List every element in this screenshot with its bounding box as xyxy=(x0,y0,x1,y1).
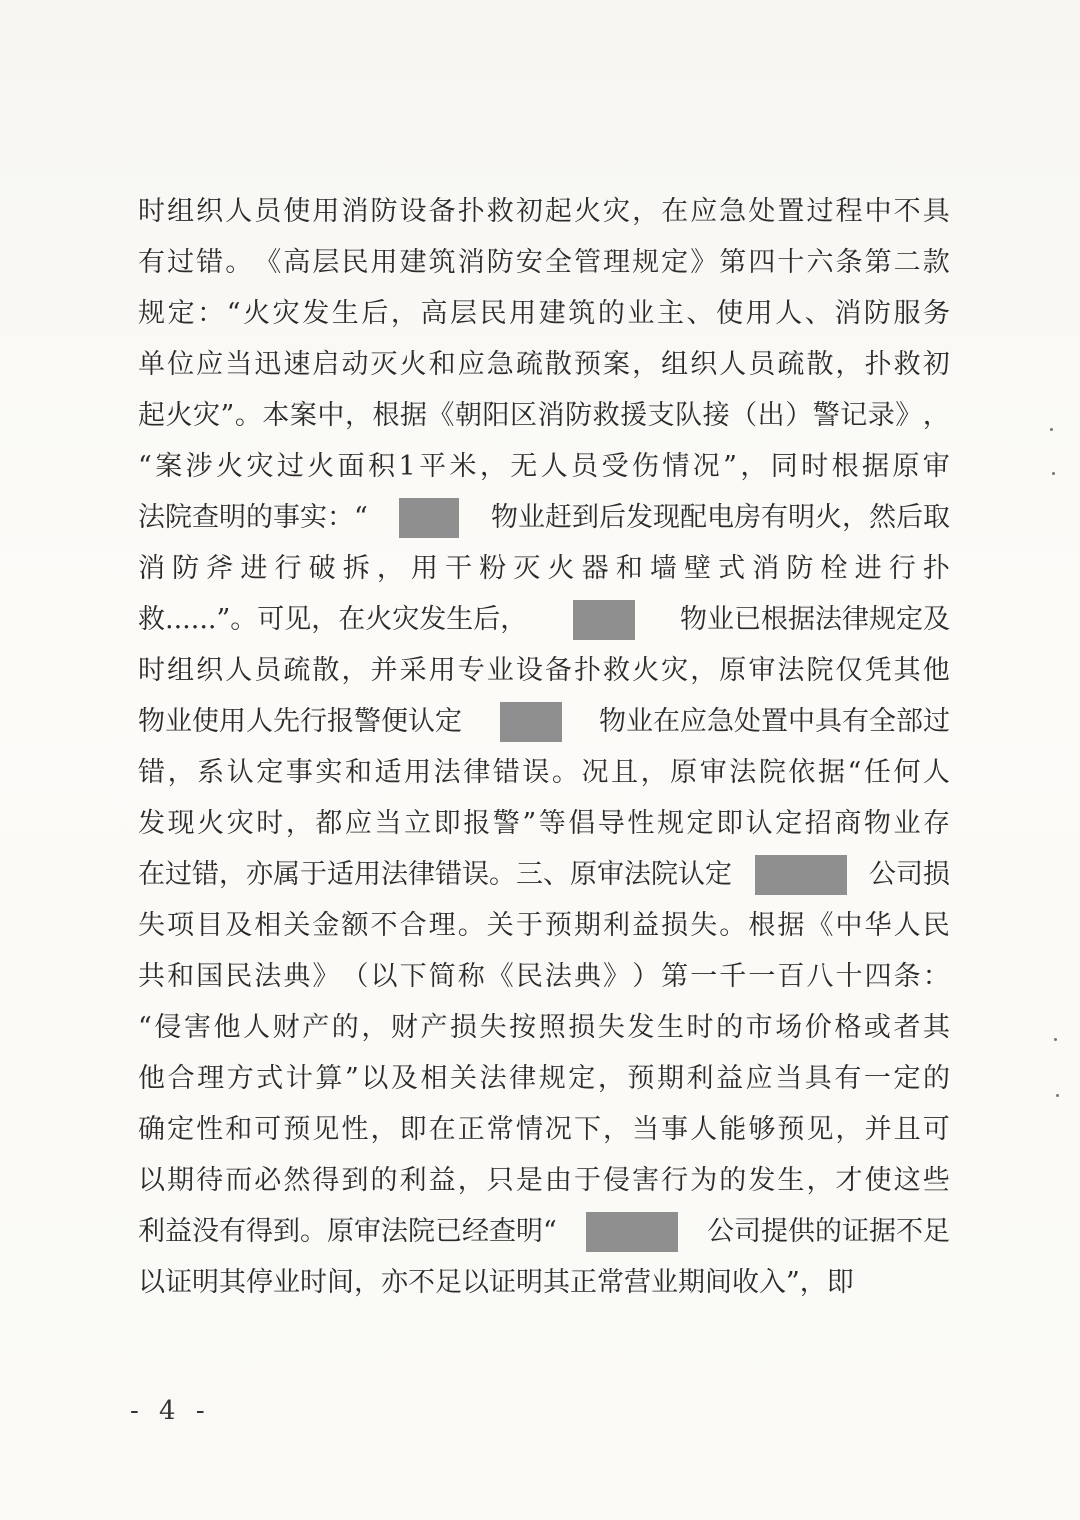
text-segment: 时 组 织 人 员 使 用 消 防 设 备 扑 救 初 起 火 灾 ， 在 应 急 处 置 过 程 中 不 具 xyxy=(138,196,950,227)
text-segment: 救......”。可见，在火灾发生后， xyxy=(138,604,528,635)
text-line xyxy=(138,1002,950,1053)
text-segment: 以证明其停业时间，亦不足以证明其正常营业期间收入”，即 xyxy=(138,1267,854,1298)
text-segment: 规 定 ： “ 火 灾 发 生 后 ， 高 层 民 用 建 筑 的 业 主 、 使 用 人 、 消 防 服 务 xyxy=(138,298,950,329)
text-segment: 在过错，亦属于适用法律错误。三、原审法院认定 xyxy=(138,859,732,890)
text-segment: 有 过 错 。 《 高 层 民 用 建 筑 消 防 安 全 管 理 规 定 》 第 四 十 六 条 第 二 款 xyxy=(138,247,950,278)
text-segment: 消 防 斧 进 行 破 拆 ， 用 干 粉 灭 火 器 和 墙 壁 式 消 防 栓 进 行 扑 xyxy=(138,553,950,584)
text-line xyxy=(138,1104,950,1155)
text-line xyxy=(138,900,950,951)
text-segment: 他 合 理 方 式 计 算 ” 以 及 相 关 法 律 规 定 ， 预 期 利 益 应 当 具 有 一 定 的 xyxy=(138,1063,950,1094)
page-number: - 4 - xyxy=(130,1396,211,1426)
redaction-box xyxy=(586,1212,678,1252)
redaction-box xyxy=(500,702,562,742)
scan-speck xyxy=(1054,1038,1057,1041)
scan-speck xyxy=(1052,472,1055,475)
text-line xyxy=(138,1206,950,1257)
text-line xyxy=(138,696,950,747)
document-body xyxy=(138,186,950,1308)
redaction-box xyxy=(399,498,459,538)
text-line xyxy=(138,390,950,441)
text-segment: 起 火 灾 ” 。 本 案 中 ， 根 据 《 朝 阳 区 消 防 救 援 支 队 接 （ 出 ） 警 记 录 》 ， xyxy=(138,400,950,431)
text-segment: 物业在应急处置中具有全部过 xyxy=(599,706,950,737)
text-line xyxy=(138,492,950,543)
text-line xyxy=(138,645,950,696)
text-line xyxy=(138,288,950,339)
text-segment: 发 现 火 灾 时 ， 都 应 当 立 即 报 警 ” 等 倡 导 性 规 定 即 认 定 招 商 物 业 存 xyxy=(138,808,950,839)
text-segment: 法院查明的事实：“ xyxy=(138,502,368,533)
text-segment: “ 案 涉 火 灾 过 火 面 积 1 平 米 ， 无 人 员 受 伤 情 况 ” ， 同 时 根 据 原 审 xyxy=(138,451,950,482)
text-segment: 物业已根据法律规定及 xyxy=(680,604,950,635)
text-line xyxy=(138,543,950,594)
scan-speck xyxy=(1056,1094,1059,1097)
text-segment: 共 和 国 民 法 典 》 （ 以 下 简 称 《 民 法 典 》 ） 第 一 千 一 百 八 十 四 条 ： xyxy=(138,961,950,992)
text-line xyxy=(138,339,950,390)
text-segment: 物业使用人先行报警便认定 xyxy=(138,706,462,737)
redaction-box xyxy=(573,600,635,640)
text-line xyxy=(138,951,950,1002)
redaction-box xyxy=(755,855,847,895)
text-line xyxy=(138,186,950,237)
text-segment: 失 项 目 及 相 关 金 额 不 合 理 。 关 于 预 期 利 益 损 失 。 根 据 《 中 华 人 民 xyxy=(138,910,950,941)
text-segment: 物业赶到后发现配电房有明火，然后取 xyxy=(491,502,950,533)
text-line xyxy=(138,1053,950,1104)
text-segment: 利益没有得到。原审法院已经查明“ xyxy=(138,1216,557,1247)
text-segment: 公司提供的证据不足 xyxy=(707,1216,950,1247)
text-segment: 公司损 xyxy=(869,859,950,890)
text-line xyxy=(138,849,950,900)
scan-speck xyxy=(1050,428,1053,431)
text-line xyxy=(138,441,950,492)
text-line xyxy=(138,747,950,798)
text-segment: 错 ， 系 认 定 事 实 和 适 用 法 律 错 误 。 况 且 ， 原 审 法 院 依 据 “ 任 何 人 xyxy=(138,757,950,788)
text-line xyxy=(138,1155,950,1206)
text-segment: “ 侵 害 他 人 财 产 的 ， 财 产 损 失 按 照 损 失 发 生 时 的 市 场 价 格 或 者 其 xyxy=(138,1012,950,1043)
text-line xyxy=(138,594,950,645)
text-line xyxy=(138,1257,950,1308)
text-segment: 时 组 织 人 员 疏 散 ， 并 采 用 专 业 设 备 扑 救 火 灾 ， 原 审 法 院 仅 凭 其 他 xyxy=(138,655,950,686)
text-segment: 以 期 待 而 必 然 得 到 的 利 益 ， 只 是 由 于 侵 害 行 为 的 发 生 ， 才 使 这 些 xyxy=(138,1165,950,1196)
text-segment: 确 定 性 和 可 预 见 性 ， 即 在 正 常 情 况 下 ， 当 事 人 能 够 预 见 ， 并 且 可 xyxy=(138,1114,950,1145)
text-line xyxy=(138,237,950,288)
text-segment: 单 位 应 当 迅 速 启 动 灭 火 和 应 急 疏 散 预 案 ， 组 织 人 员 疏 散 ， 扑 救 初 xyxy=(138,349,950,380)
text-line xyxy=(138,798,950,849)
